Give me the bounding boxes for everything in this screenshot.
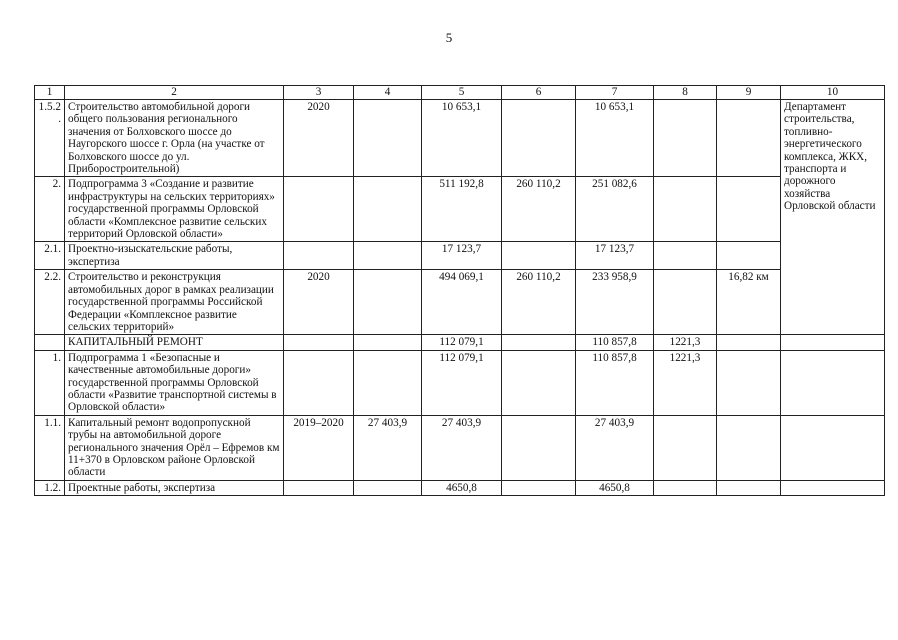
row-col9 [717,350,781,415]
row-col10 [781,335,885,350]
row-col8 [654,480,717,495]
row-col8: 1221,3 [654,335,717,350]
row-year: 2020 [284,270,354,335]
row-col8 [654,177,717,242]
row-name: Строительство и реконструкция автомобильных дорог в рамках реализации государственной программы Российской Федерации «Комплексное развитие сельских территорий» [65,270,284,335]
row-number [35,335,65,350]
row-col4: 27 403,9 [354,415,422,480]
row-col6 [502,100,576,177]
row-col4 [354,177,422,242]
row-col5: 511 192,8 [422,177,502,242]
row-year: 2020 [284,100,354,177]
row-year [284,350,354,415]
table-row [35,335,885,350]
row-col4 [354,350,422,415]
table-row [35,415,885,480]
header-cell: 6 [502,86,576,100]
row-col6 [502,480,576,495]
row-name: Капитальный ремонт водопропускной трубы на автомобильной дороге регионального значения Орёл – Ефремов км 11+370 в Орловском районе Орловской области [65,415,284,480]
row-col9 [717,415,781,480]
row-col7: 110 857,8 [576,350,654,415]
row-col10 [781,350,885,415]
row-year [284,480,354,495]
row-name: Проектные работы, экспертиза [65,480,284,495]
row-col7: 4650,8 [576,480,654,495]
row-col9 [717,335,781,350]
row-col4 [354,100,422,177]
table-row [35,242,885,270]
row-year [284,177,354,242]
header-cell: 8 [654,86,717,100]
header-cell: 10 [781,86,885,100]
table-row [35,350,885,415]
row-year: 2019–2020 [284,415,354,480]
row-col8: 1221,3 [654,350,717,415]
row-number: 1.5.2. [35,100,65,177]
page-number: 5 [445,30,453,45]
row-col4 [354,242,422,270]
header-cell: 3 [284,86,354,100]
row-col4 [354,335,422,350]
header-cell: 2 [65,86,284,100]
row-col5: 27 403,9 [422,415,502,480]
row-col5: 112 079,1 [422,350,502,415]
row-col9 [717,100,781,177]
row-col8 [654,242,717,270]
row-col9 [717,242,781,270]
row-number: 2.2. [35,270,65,335]
row-col5: 17 123,7 [422,242,502,270]
row-col6 [502,350,576,415]
row-col8 [654,100,717,177]
row-name: Подпрограмма 1 «Безопасные и качественные автомобильные дороги» государственной программы Орловской области «Развитие транспортной системы в Орловской области» [65,350,284,415]
header-cell: 5 [422,86,502,100]
row-name: КАПИТАЛЬНЫЙ РЕМОНТ [65,335,284,350]
row-col7: 251 082,6 [576,177,654,242]
row-col9: 16,82 км [717,270,781,335]
row-col8 [654,270,717,335]
row-name: Строительство автомобильной дороги общего пользования регионального значения от Болховского шоссе до Наугорского шоссе г. Орла (на участке от Болховского шоссе до ул. Приборостроительной) [65,100,284,177]
header-cell: 4 [354,86,422,100]
row-col7: 233 958,9 [576,270,654,335]
table-row [35,177,885,242]
row-col7: 10 653,1 [576,100,654,177]
row-name: Подпрограмма 3 «Создание и развитие инфраструктуры на сельских территориях» государственной программы Орловской области «Комплексное развитие сельских территорий Орловской области» [65,177,284,242]
responsible-department: Департамент строительства, топливно-энергетического комплекса, ЖКХ, транспорта и дорожного хозяйства Орловской области [781,100,885,335]
header-cell: 9 [717,86,781,100]
row-col7: 27 403,9 [576,415,654,480]
row-col6 [502,415,576,480]
program-table [34,85,885,496]
row-col7: 110 857,8 [576,335,654,350]
table-row [35,100,885,177]
row-col6: 260 110,2 [502,177,576,242]
table-row [35,480,885,495]
header-cell: 1 [35,86,65,100]
row-number: 2.1. [35,242,65,270]
header-cell: 7 [576,86,654,100]
row-col10 [781,415,885,480]
row-year [284,242,354,270]
row-col4 [354,480,422,495]
row-col9 [717,177,781,242]
row-col8 [654,415,717,480]
table-header-row [35,86,885,100]
table-row [35,270,885,335]
row-number: 2. [35,177,65,242]
row-col6: 260 110,2 [502,270,576,335]
row-col9 [717,480,781,495]
row-number: 1. [35,350,65,415]
row-col6 [502,335,576,350]
row-name: Проектно-изыскательские работы, экспертиза [65,242,284,270]
row-col5: 10 653,1 [422,100,502,177]
row-col7: 17 123,7 [576,242,654,270]
row-col4 [354,270,422,335]
row-number: 1.1. [35,415,65,480]
row-col10 [781,480,885,495]
row-number: 1.2. [35,480,65,495]
row-year [284,335,354,350]
row-col5: 494 069,1 [422,270,502,335]
row-col6 [502,242,576,270]
row-col5: 4650,8 [422,480,502,495]
row-col5: 112 079,1 [422,335,502,350]
